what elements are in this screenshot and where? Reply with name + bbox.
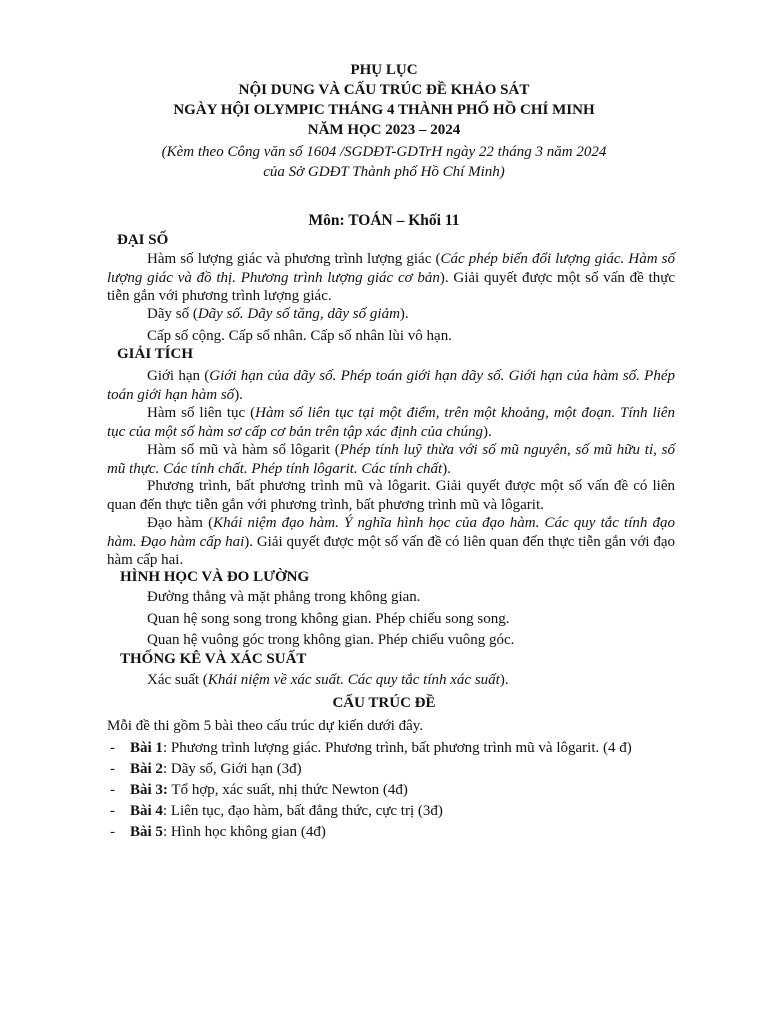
analysis-paragraph-1 — [107, 367, 675, 404]
text-italic: Hàm số liên tục tại một điểm, trên một khoảng, một đoạn. Tính liên tục của một số hàm sơ cấp cơ bản trên tập xác định của chúng — [107, 405, 676, 440]
text: Xác suất ( — [147, 672, 208, 688]
item-label: Bài 3: — [130, 782, 168, 798]
geometry-line-3: Quan hệ vuông góc trong không gian. Phép chiếu vuông góc. — [147, 632, 515, 648]
list-item — [110, 802, 443, 821]
text: ). — [482, 423, 492, 440]
school-year: NĂM HỌC 2023 – 2024 — [307, 122, 461, 138]
text: ). — [499, 672, 509, 688]
item-text: : Dãy số, Giới hạn (3đ) — [162, 761, 302, 777]
appendix-title: PHỤ LỤC — [350, 62, 418, 78]
document-title: NỘI DUNG VÀ CẤU TRÚC ĐỀ KHẢO SÁT — [238, 82, 530, 98]
text: Hàm số liên tục ( — [147, 405, 256, 421]
section-analysis-title: GIẢI TÍCH — [117, 346, 193, 362]
analysis-paragraph-2 — [107, 404, 675, 441]
item-label: Bài 4 — [130, 803, 163, 819]
item-label: Bài 1 — [130, 740, 163, 756]
text: Giới hạn ( — [147, 368, 210, 384]
structure-title: CẤU TRÚC ĐỀ — [332, 695, 436, 711]
algebra-paragraph-2 — [147, 305, 409, 324]
structure-intro: Mỗi đề thi gồm 5 bài theo cấu trúc dự kiến dưới đây. — [107, 718, 424, 734]
item-text: : Liên tục, đạo hàm, bất đẳng thức, cực trị (3đ) — [162, 803, 443, 819]
list-item — [110, 760, 302, 779]
text-italic: Dãy số. Dãy số tăng, dãy số giảm — [197, 306, 400, 322]
text: Đạo hàm ( — [147, 515, 214, 531]
text: ). Giải quyết được một số vấn đề thực tiễn gắn với phương trình lượng giác. — [107, 269, 675, 304]
item-text: Tổ hợp, xác suất, nhị thức Newton (4đ) — [167, 782, 408, 798]
item-label: Bài 5 — [130, 824, 163, 840]
text-italic: Phép tính luỹ thừa với số mũ nguyên, số mũ hữu tỉ, số mũ thực. Các tính chất. Phép tính lôgarit. Các tính chất — [107, 442, 675, 477]
text: ). Giải quyết được một số vấn đề có liên quan đến thực tiễn gắn với đạo hàm cấp hai. — [107, 533, 676, 568]
statistics-line-1 — [147, 671, 509, 690]
analysis-paragraph-3 — [107, 441, 675, 478]
text: ). — [399, 306, 409, 322]
analysis-paragraph-5 — [107, 514, 675, 570]
dash: - — [110, 824, 115, 840]
text: ). — [442, 460, 451, 477]
geometry-line-1: Đường thẳng và mặt phẳng trong không gian. — [147, 589, 421, 605]
text: Dãy số ( — [147, 306, 198, 322]
attachment-note: (Kèm theo Công văn số 1604 /SGDĐT-GDTrH ngày 22 tháng 3 năm 2024 — [161, 144, 607, 160]
event-title: NGÀY HỘI OLYMPIC THÁNG 4 THÀNH PHỐ HỒ CHÍ MINH — [173, 102, 595, 118]
item-text: : Phương trình lượng giác. Phương trình, bất phương trình mũ và lôgarit. (4 đ) — [162, 740, 632, 756]
subject-heading: Môn: TOÁN – Khối 11 — [308, 212, 460, 229]
analysis-paragraph-4 — [107, 477, 675, 514]
text: Phương trình, bất phương trình mũ và lôgarit. Giải quyết được một số vấn đề có liên quan đến thực tiễn gắn với phương trình, bất phương trình mũ và lôgarit. — [107, 478, 675, 513]
list-item — [110, 739, 632, 758]
text: ). — [234, 386, 243, 403]
dash: - — [110, 803, 115, 819]
section-algebra-title: ĐẠI SỐ — [117, 232, 169, 248]
dash: - — [110, 740, 115, 756]
algebra-paragraph-3: Cấp số cộng. Cấp số nhân. Cấp số nhân lùi vô hạn. — [147, 328, 452, 344]
geometry-line-2: Quan hệ song song trong không gian. Phép chiếu song song. — [147, 611, 510, 627]
text-italic: Các phép biến đổi lượng giác. Hàm số lượng giác và đồ thị. Phương trình lượng giác cơ bản — [107, 251, 675, 286]
dash: - — [110, 782, 115, 798]
list-item — [110, 781, 408, 800]
dash: - — [110, 761, 115, 777]
section-geometry-title: HÌNH HỌC VÀ ĐO LƯỜNG — [120, 569, 310, 585]
text: Hàm số lượng giác và phương trình lượng giác ( — [147, 251, 441, 267]
text-italic: Giới hạn của dãy số. Phép toán giới hạn dãy số. Giới hạn của hàm số. Phép toán giới hạn hàm số — [107, 368, 675, 403]
list-item — [110, 823, 326, 842]
item-label: Bài 2 — [130, 761, 163, 777]
section-statistics-title: THỐNG KÊ VÀ XÁC SUẤT — [120, 651, 307, 667]
text-italic: Khái niệm về xác suất. Các quy tắc tính xác suất — [207, 672, 500, 688]
algebra-paragraph-1 — [107, 250, 675, 306]
issuer-note: của Sở GDĐT Thành phố Hồ Chí Minh) — [263, 164, 505, 180]
text: Hàm số mũ và hàm số lôgarit ( — [147, 442, 340, 458]
text-italic: Khái niệm đạo hàm. Ý nghĩa hình học của đạo hàm. Các quy tắc tính đạo hàm. Đạo hàm cấp hai — [107, 515, 676, 550]
item-text: : Hình học không gian (4đ) — [162, 824, 326, 840]
